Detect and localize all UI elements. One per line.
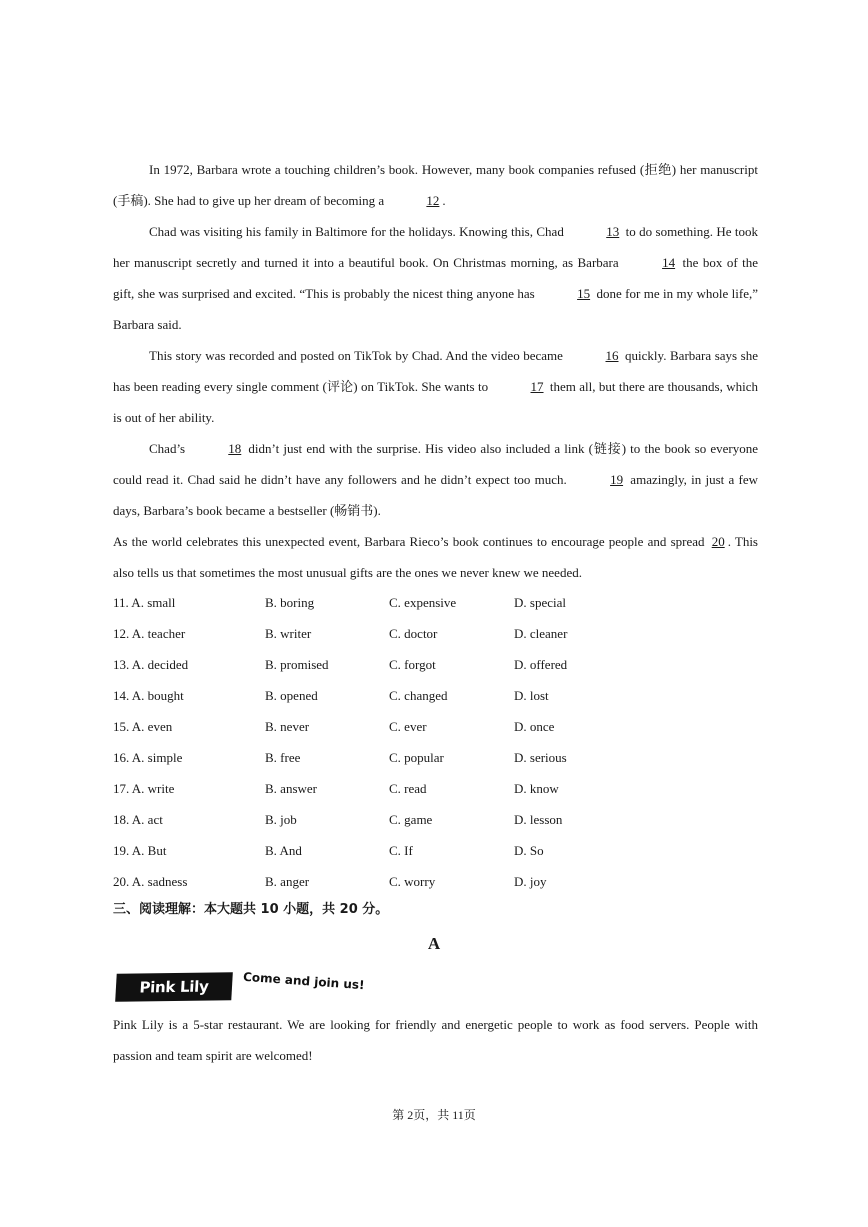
option-c: C. expensive <box>389 595 457 610</box>
passage-label: A <box>427 934 441 953</box>
option-b: B. writer <box>265 626 312 641</box>
option-d: D. special <box>514 595 566 610</box>
option-a: 13. A. decided <box>113 657 189 672</box>
answer-options <box>113 587 758 897</box>
option-a: 14. A. bought <box>113 688 184 703</box>
option-d: D. cleaner <box>514 626 568 641</box>
paragraph-3: This story was recorded and posted on TikTok by Chad. And the video became 16 quickly. Barbara says she has been reading every single comment (评论) on TikTok. She wants to 17 them all, but there are thousands, which is out of her ability. <box>113 340 758 433</box>
option-row-14 <box>113 680 758 711</box>
option-row-12 <box>113 618 758 649</box>
option-b: B. opened <box>265 688 318 703</box>
option-row-11 <box>113 587 758 618</box>
option-row-17 <box>113 773 758 804</box>
ad-body-text: Pink Lily is a 5-star restaurant. We are looking for friendly and energetic people to work as food servers. People with passion and team spirit are welcomed! <box>113 1017 758 1063</box>
paragraph-2: Chad was visiting his family in Baltimore for the holidays. Knowing this, Chad 13 to do something. He took her manuscript secretly and turned it into a beautiful book. On Christmas morning, as Barbara 14 the box of the gift, she was surprised and excited. “This is probably the nicest thing anyone has 15 done for me in my whole life,” Barbara said. <box>113 216 758 340</box>
paragraph-5: As the world celebrates this unexpected event, Barbara Rieco’s book continues to encourage people and spread 20 . This also tells us that sometimes the most unusual gifts are the ones we never knew we needed. <box>113 526 758 588</box>
page-footer: 第 2页，共 11页 <box>392 1108 476 1122</box>
option-d: D. So <box>514 843 544 858</box>
option-d: D. serious <box>514 750 567 765</box>
option-c: C. ever <box>389 719 427 734</box>
option-d: D. lesson <box>514 812 563 827</box>
option-a: 17. A. write <box>113 781 175 796</box>
pink-lily-logo: Pink Lily <box>115 972 233 1002</box>
blank-17: 17 <box>530 379 544 394</box>
blank-12: 12 <box>426 193 440 208</box>
blank-14: 14 <box>662 255 676 270</box>
option-c: C. doctor <box>389 626 438 641</box>
option-d: D. once <box>514 719 555 734</box>
option-row-16 <box>113 742 758 773</box>
option-a: 19. A. But <box>113 843 167 858</box>
option-c: C. If <box>389 843 413 858</box>
blank-19: 19 <box>610 472 624 487</box>
blank-16: 16 <box>605 348 619 363</box>
option-b: B. never <box>265 719 310 734</box>
option-row-20 <box>113 866 758 897</box>
option-c: C. read <box>389 781 427 796</box>
option-c: C. worry <box>389 874 436 889</box>
option-d: D. offered <box>514 657 568 672</box>
option-a: 15. A. even <box>113 719 173 734</box>
paragraph-1: In 1972, Barbara wrote a touching children’s book. However, many book companies refused (拒绝) her manuscript (手稿). She had to give up her dream of becoming a 12 . <box>113 154 758 216</box>
option-row-13 <box>113 649 758 680</box>
option-d: D. know <box>514 781 559 796</box>
option-a: 16. A. simple <box>113 750 183 765</box>
option-row-18 <box>113 804 758 835</box>
option-c: C. forgot <box>389 657 436 672</box>
option-b: B. promised <box>265 657 329 672</box>
option-a: 20. A. sadness <box>113 874 188 889</box>
blank-20: 20 <box>711 534 725 549</box>
paragraph-4: Chad’s 18 didn’t just end with the surprise. His video also included a link (链接) to the book so everyone could read it. Chad said he didn’t have any followers and he didn’t expect too much. 19 amazingly, in just a few days, Barbara’s book became a bestseller (畅销书). <box>113 433 758 526</box>
option-d: D. lost <box>514 688 549 703</box>
option-c: C. changed <box>389 688 448 703</box>
option-b: B. answer <box>265 781 317 796</box>
option-row-15 <box>113 711 758 742</box>
blank-15: 15 <box>577 286 591 301</box>
option-c: C. popular <box>389 750 444 765</box>
blank-18: 18 <box>228 441 242 456</box>
option-b: B. anger <box>265 874 310 889</box>
option-b: B. job <box>265 812 297 827</box>
option-a: 18. A. act <box>113 812 163 827</box>
option-b: B. free <box>265 750 301 765</box>
option-b: B. And <box>265 843 302 858</box>
option-a: 12. A. teacher <box>113 626 186 641</box>
option-row-19 <box>113 835 758 866</box>
section-header: 三、阅读理解：本大题共 10 小题，共 20 分。 <box>113 902 389 917</box>
logo-tagline: Come and join us! <box>242 969 365 993</box>
option-a: 11. A. small <box>113 595 176 610</box>
cloze-passage <box>113 154 758 588</box>
option-c: C. game <box>389 812 433 827</box>
option-d: D. joy <box>514 874 547 889</box>
blank-13: 13 <box>606 224 620 239</box>
option-b: B. boring <box>265 595 315 610</box>
